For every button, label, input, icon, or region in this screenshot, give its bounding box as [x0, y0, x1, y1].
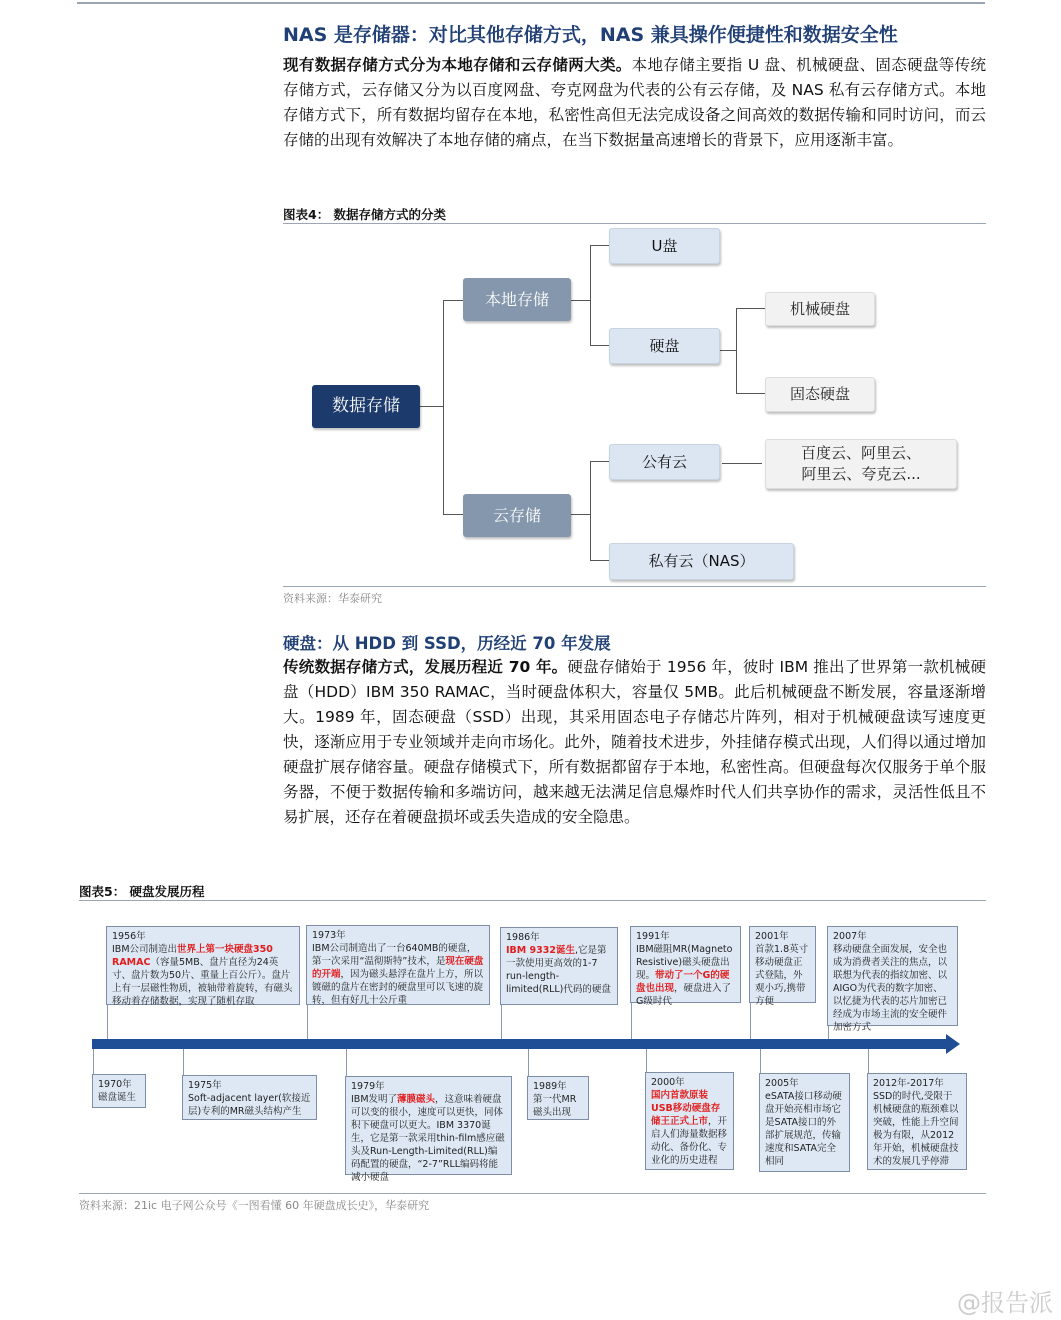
timeline-connector [307, 1005, 308, 1040]
timeline-event-bottom [645, 1072, 734, 1170]
event-year: 1979年 [351, 1081, 385, 1092]
node-mechanical-hdd: 机械硬盘 [765, 292, 875, 326]
timeline-event-bottom [92, 1074, 146, 1108]
node-public-cloud-examples: 百度云、阿里云、 阿里云、夸克云... [765, 439, 957, 489]
timeline-event-top [630, 926, 741, 1007]
top-divider [77, 2, 985, 4]
event-year: 1989年 [533, 1081, 567, 1092]
timeline-connector [501, 1005, 502, 1040]
event-highlight-text: 带动了一个G的硬盘也出现 [636, 970, 730, 994]
event-text: （容量5MB、盘片直径为24英寸、盘片数为50片、重量上百公斤）。盘片上有一层磁性物质，被轴带着旋转，有磁头移动着存储数据，实现了随机存取 [112, 957, 293, 1007]
timeline-connector [107, 1005, 108, 1040]
timeline-connector [750, 1003, 751, 1040]
event-year: 1956年 [112, 931, 146, 942]
section-heading-nas: NAS 是存储器：对比其他存储方式，NAS 兼具操作便捷性和数据安全性 [283, 24, 898, 46]
event-highlight-text: 国内首款原装USB移动硬盘存储王正式上市 [651, 1090, 721, 1127]
timeline-event-bottom [182, 1075, 317, 1120]
event-highlight-text: 世界上第一块硬盘350 RAMAC [112, 944, 273, 968]
event-text: ，因为磁头悬浮在盘片上方，所以镀磁的盘片在密封的硬盘里可以飞速的旋转，但有好几十公斤重 [312, 969, 484, 1006]
event-text: IBM磁阻MR(Magneto Resistive)磁头硬盘出现。 [636, 944, 733, 981]
event-text: SSD的时代,受限于机械硬盘的瓶颈难以突破，性能上升空间极为有限，从2012年开始，机械硬盘技术的发展几乎停滞 [873, 1091, 959, 1167]
node-local-storage: 本地存储 [463, 278, 571, 321]
event-text: 磁盘诞生 [98, 1092, 137, 1103]
node-ssd: 固态硬盘 [765, 377, 875, 412]
timeline-event-top [827, 926, 958, 1033]
figure5-bottom-rule [79, 1193, 986, 1194]
timeline-connector [528, 1049, 529, 1076]
timeline-connector [631, 1003, 632, 1040]
timeline-event-bottom [527, 1076, 589, 1120]
timeline-event-top [306, 925, 490, 1005]
event-highlight-text: IBM 9332诞生 [506, 945, 575, 956]
paragraph-hdd-history [283, 655, 986, 830]
timeline-arrowhead [946, 1034, 960, 1054]
event-year: 1970年 [98, 1079, 132, 1090]
watermark-logo: @报告派 [957, 1289, 1053, 1317]
event-text: 移动硬盘全面发展，安全也成为消费者关注的焦点，以联想为代表的指纹加密、以 AIGO为代表的数字加密、以忆捷为代表的芯片加密已经成为市场主流的安全硬件加密方式 [833, 944, 948, 1033]
node-private-cloud-nas: 私有云（NAS） [609, 543, 794, 580]
event-year: 2012年-2017年 [873, 1078, 944, 1089]
paragraph-storage-types [283, 53, 986, 153]
timeline-connector [93, 1049, 94, 1074]
figure4-source: 资料来源：华泰研究 [283, 592, 382, 605]
node-cloud-storage: 云存储 [463, 494, 571, 537]
event-year: 2007年 [833, 931, 867, 942]
event-text: eSATA接口移动硬盘开始亮相市场它是SATA接口的外部扩展规范，传输速度和SATA完全相同 [765, 1091, 842, 1167]
event-text: 首款1.8英寸移动硬盘正式登陆，外观小巧,携带方便 [755, 944, 809, 1007]
event-year: 1975年 [188, 1080, 222, 1091]
figure4-title: 图表4： 数据存储方式的分类 [283, 207, 447, 222]
node-data-storage: 数据存储 [312, 385, 420, 428]
timeline-event-top [749, 926, 816, 1007]
timeline-event-bottom [867, 1073, 967, 1170]
event-year: 2001年 [755, 931, 789, 942]
timeline-event-top [500, 927, 618, 1005]
event-text: IBM公司制造出了一台640MB的硬盘，第一次采用“温彻斯特”技术，是 [312, 943, 477, 967]
timeline-connector [760, 1049, 761, 1073]
timeline-event-bottom [345, 1076, 512, 1183]
event-text: IBM公司制造出 [112, 944, 178, 955]
timeline-connector [828, 1026, 829, 1040]
event-highlight-text: 现在硬盘的开端 [312, 956, 484, 980]
event-year: 2000年 [651, 1077, 685, 1088]
node-hard-disk: 硬盘 [609, 328, 720, 364]
lead-sentence: 传统数据存储方式，发展历程近 70 年。 [283, 658, 568, 676]
event-text: Soft-adjacent layer(软接近层)专利的MR磁头结构产生 [188, 1093, 311, 1117]
lead-sentence: 现有数据存储方式分为本地存储和云存储两大类。 [283, 56, 632, 74]
timeline-arrow [92, 1039, 948, 1049]
timeline-connector [346, 1049, 347, 1076]
event-text: 第一代MR磁头出现 [533, 1094, 577, 1118]
event-text: ，硬盘进入了G级时代 [636, 983, 732, 1007]
event-text: ，开启人们海量数据移动化、备份化、专业化的历史进程 [651, 1116, 728, 1166]
event-year: 2005年 [765, 1078, 799, 1089]
event-year: 1991年 [636, 931, 670, 942]
event-text: ,它是第一款使用更高效的1-7 run-length-limited(RLL)代码的硬盘 [506, 945, 611, 995]
figure5-top-rule [79, 900, 986, 901]
timeline-event-bottom [759, 1073, 850, 1172]
paragraph-body: 硬盘存储始于 1956 年，彼时 IBM 推出了世界第一款机械硬盘（HDD）IBM 350 RAMAC，当时硬盘体积大，容量仅 5MB。此后机械硬盘不断发展，容量逐渐增大。1989 年，固态硬盘（SSD）出现，其采用固态电子存储芯片阵列，相对于机械硬盘读写速度更快，逐渐应用于专业领域并走向市场化。此外，随着技术进步，外挂储存模式出现，人们得以通过增加硬盘扩展存储容量。硬盘存储模式下，所有数据都留存于本地，私密性高。但硬盘每次仅服务于单个服务器，不便于数据传输和多端访问，越来越无法满足信息爆炸时代人们共享协作的需求，灵活性低且不易扩展，还存在着硬盘损坏或丢失造成的安全隐患。 [283, 658, 986, 826]
section-heading-hdd: 硬盘：从 HDD 到 SSD，历经近 70 年发展 [283, 634, 611, 653]
figure4-bottom-rule [283, 586, 986, 587]
event-text: IBM发明了 [351, 1094, 398, 1105]
node-public-cloud: 公有云 [609, 444, 720, 480]
figure4-top-rule [283, 223, 986, 224]
paragraph-body: 本地存储主要指 U 盘、机械硬盘、固态硬盘等传统存储方式，云存储又分为以百度网盘、夸克网盘为代表的公有云存储，及 NAS 私有云存储方式。本地存储方式下，所有数据均留存在本地，私密性高但无法完成设备之间高效的数据传输和同时访问，而云存储的出现有效解决了本地存储的痛点，在当下数据量高速增长的背景下，应用逐渐丰富。 [283, 56, 986, 149]
timeline-event-top [106, 926, 300, 1005]
timeline-connector [183, 1049, 184, 1075]
timeline-connector [646, 1049, 647, 1072]
node-u-disk: U盘 [609, 228, 720, 264]
event-year: 1986年 [506, 932, 540, 943]
figure5-title: 图表5： 硬盘发展历程 [79, 884, 205, 899]
timeline-connector [868, 1049, 869, 1073]
figure5-source: 资料来源：21ic 电子网公众号《一图看懂 60 年硬盘成长史》，华泰研究 [79, 1199, 430, 1212]
event-highlight-text: 薄膜磁头 [397, 1094, 436, 1105]
event-text: ，这意味着硬盘可以变的很小，速度可以更快，同体积下硬盘可以更大。IBM 3370诞生，它是第一款采用thin-film感应磁头及Run-Length-Limited(RLL)编码配置的硬盘，“2-7”RLL编码将能减小硬盘 [351, 1094, 505, 1183]
event-year: 1973年 [312, 930, 346, 941]
